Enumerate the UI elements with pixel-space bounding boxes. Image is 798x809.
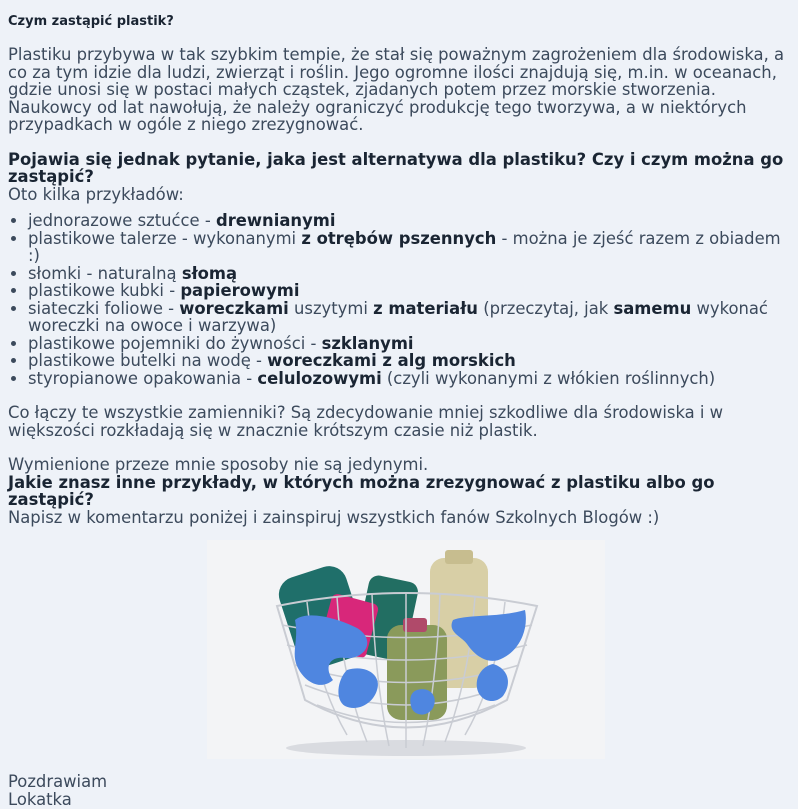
- examples-intro: Oto kilka przykładów:: [8, 184, 184, 204]
- globe-basket-image: [207, 540, 605, 759]
- samemu-link[interactable]: samemu: [613, 298, 692, 318]
- cta-question: Jakie znasz inne przykłady, w których można zrezygnować z plastiku albo go zastąpić?: [8, 472, 715, 509]
- list-item: • plastikowe pojemniki do żywności - szklanymi: [28, 335, 792, 353]
- globe-basket-icon: [207, 540, 605, 759]
- intro-paragraph: Plastiku przybywa w tak szybkim tempie, że stał się poważnym zagrożeniem dla środowiska, a co za tym idzie dla ludzi, zwierząt i roślin. Jego ogromne ilości znajdują się, m.in. w oceanach, gdzie unosi się w postaci małych cząstek, zjadanych potem przez morskie stworzenia. Naukowcy od lat nawołują, że należy ograniczyć produkcję tego tworzywa, a w niektórych przypadkach w ogóle z niego zrezygnować.: [8, 45, 785, 134]
- list-item: • słomki - naturalną słomą: [28, 265, 792, 283]
- list-item: • jednorazowe sztućce - drewnianymi: [28, 212, 792, 230]
- not-only-text: Wymienione przeze mnie sposoby nie są jedynymi.: [8, 455, 429, 474]
- list-item: • siateczki foliowe - woreczkami uszytymi z materiału (przeczytaj, jak samemu wykonać woreczki na owoce i warzywa): [28, 300, 792, 335]
- summary-paragraph: Co łączy te wszystkie zamienniki? Są zdecydowanie mniej szkodliwe dla środowiska i w większości rozkładają się w znacznie krótszym czasie niż plastik.: [8, 403, 724, 440]
- list-item: • plastikowe kubki - papierowymi: [28, 282, 792, 300]
- list-item: • styropianowe opakowania - celulozowymi (czyli wykonanymi z włókien roślinnych): [28, 370, 792, 388]
- cta-text: Napisz w komentarzu poniżej i zainspiruj wszystkich fanów Szkolnych Blogów :): [8, 507, 660, 527]
- replacement-list: [8, 212, 792, 387]
- blog-post: [8, 14, 792, 808]
- greeting: Pozdrawiam: [8, 772, 108, 791]
- list-item: • plastikowe talerze - wykonanymi z otrębów pszennych - można je zjeść razem z obiadem :): [28, 230, 792, 265]
- question-heading: Pojawia się jednak pytanie, jaka jest alternatywa dla plastiku? Czy i czym można go zastąpić?: [8, 149, 784, 186]
- post-title: Czym zastąpić plastik?: [8, 14, 174, 29]
- list-item: • plastikowe butelki na wodę - woreczkami z alg morskich: [28, 352, 792, 370]
- author-name: Lokatka: [8, 789, 72, 809]
